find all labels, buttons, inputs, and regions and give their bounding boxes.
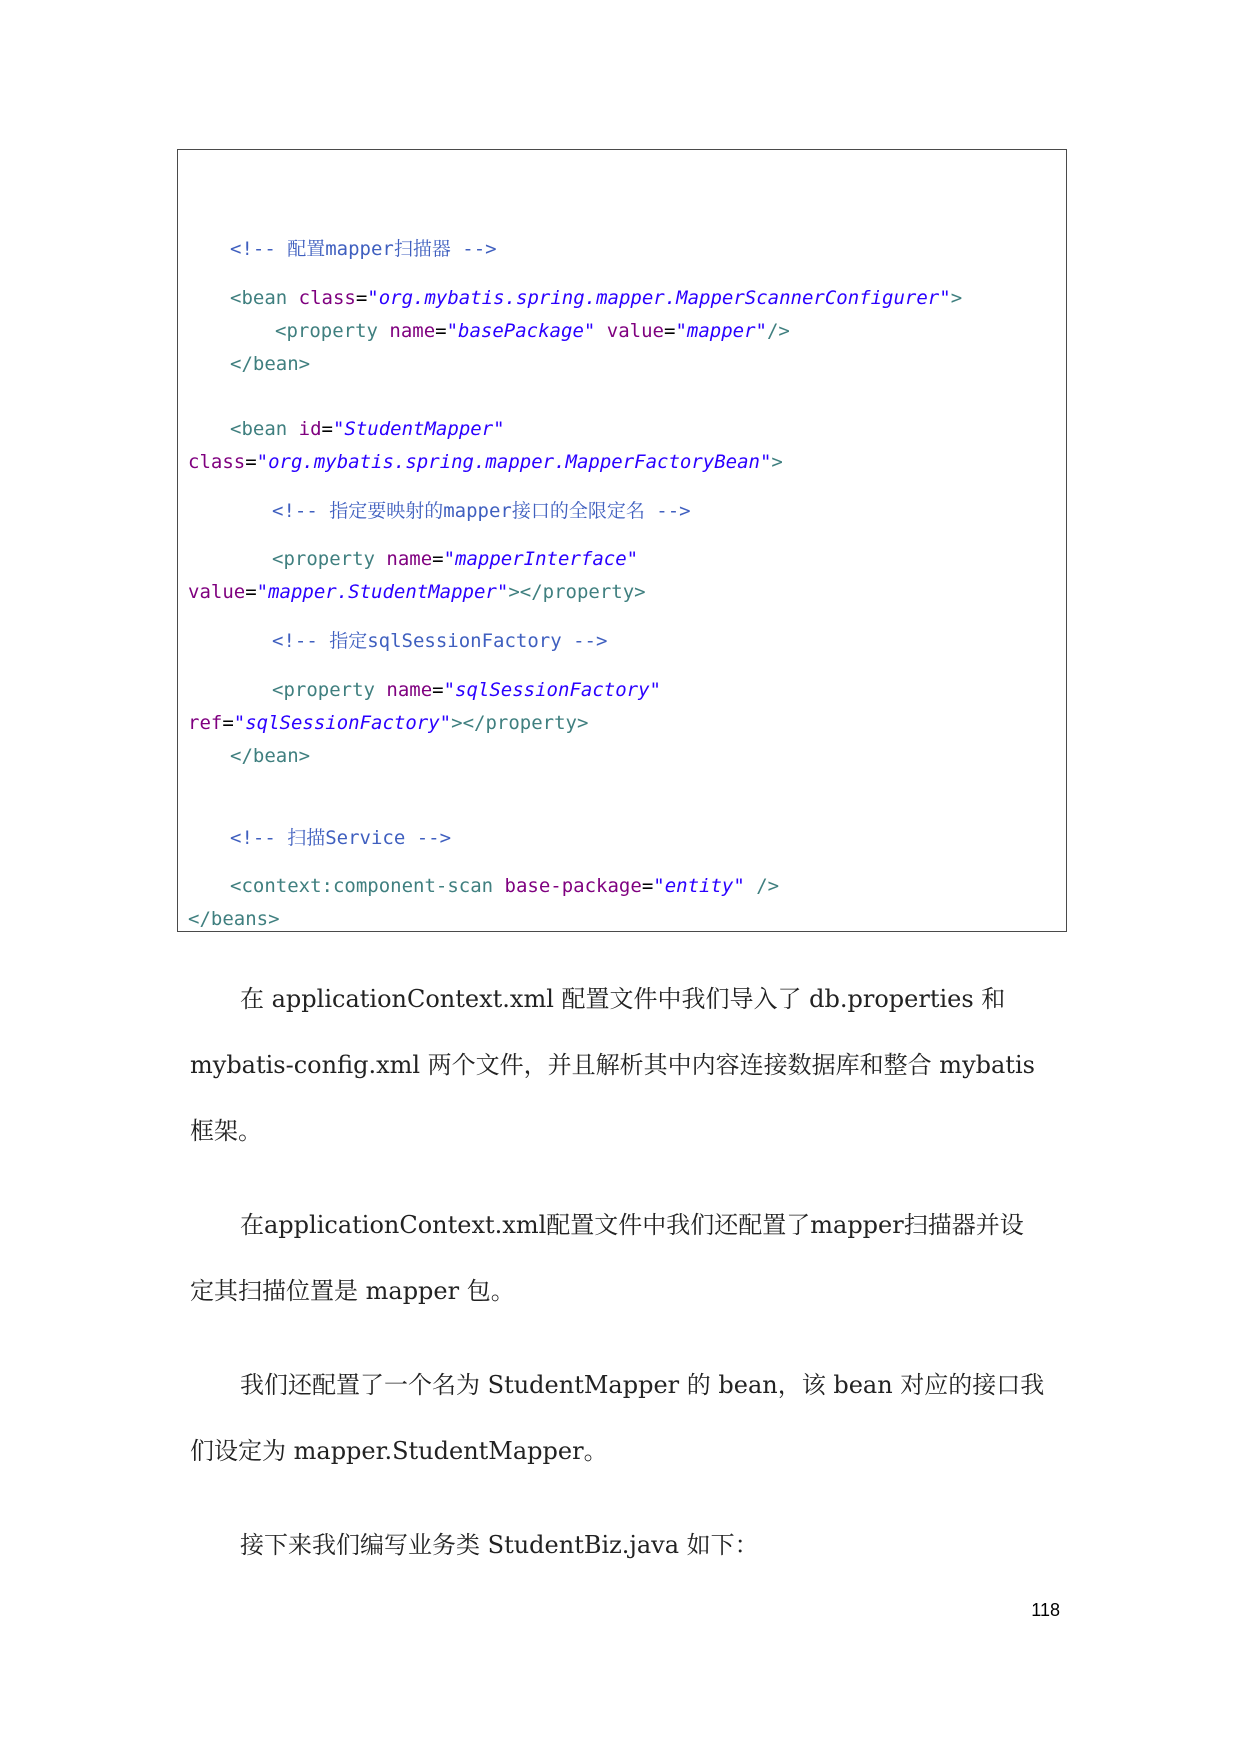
paragraph-4-line-1: 接下来我们编写业务类 StudentBiz.java 如下： <box>240 1531 759 1559</box>
paragraph-1-line-1: 在 applicationContext.xml 配置文件中我们导入了 db.properties 和 <box>240 985 1006 1013</box>
paragraph-3-line-1: 我们还配置了一个名为 StudentMapper 的 bean，该 bean 对应的接口我 <box>240 1371 1045 1399</box>
code-line-bean-close-2: </bean> <box>230 745 311 767</box>
code-line-bean-studentmapper: <bean id="StudentMapper" <box>230 418 505 440</box>
code-line-property-basepackage: <property name="basePackage" value="mapper"/> <box>275 320 790 342</box>
code-line-bean-close-1: </bean> <box>230 353 311 375</box>
code-line-value-mapper: value="mapper.StudentMapper"></property> <box>188 581 646 603</box>
comment-mapper-interface: <!-- 指定要映射的mapper接口的全限定名 --> <box>272 500 691 522</box>
code-line-bean-class: class="org.mybatis.spring.mapper.MapperFactoryBean"> <box>188 451 783 473</box>
code-line-beans-close: </beans> <box>188 908 280 930</box>
comment-mapper-scanner: <!-- 配置mapper扫描器 --> <box>230 238 497 260</box>
code-line-component-scan: <context:component-scan base-package="entity" /> <box>230 875 780 897</box>
paragraph-2-line-1: 在applicationContext.xml配置文件中我们还配置了mapper扫描器并设 <box>240 1211 1024 1239</box>
comment-scan-service: <!-- 扫描Service --> <box>230 827 452 849</box>
code-line-property-sqlsessionfactory: <property name="sqlSessionFactory" <box>272 679 661 701</box>
code-line-ref: ref="sqlSessionFactory"></property> <box>188 712 589 734</box>
paragraph-2-line-2: 定其扫描位置是 mapper 包。 <box>190 1277 515 1305</box>
paragraph-1-line-3: 框架。 <box>190 1117 262 1145</box>
code-line-property-mapperinterface: <property name="mapperInterface" <box>272 548 639 570</box>
paragraph-1-line-2: mybatis-config.xml 两个文件，并且解析其中内容连接数据库和整合 mybatis <box>190 1051 1035 1079</box>
code-line-bean-scanner: <bean class="org.mybatis.spring.mapper.MapperScannerConfigurer"> <box>230 287 963 309</box>
comment-sqlsessionfactory: <!-- 指定sqlSessionFactory --> <box>272 630 608 652</box>
paragraph-3-line-2: 们设定为 mapper.StudentMapper。 <box>190 1437 608 1465</box>
code-listing <box>177 149 1067 932</box>
page-number: 118 <box>1031 1600 1060 1620</box>
